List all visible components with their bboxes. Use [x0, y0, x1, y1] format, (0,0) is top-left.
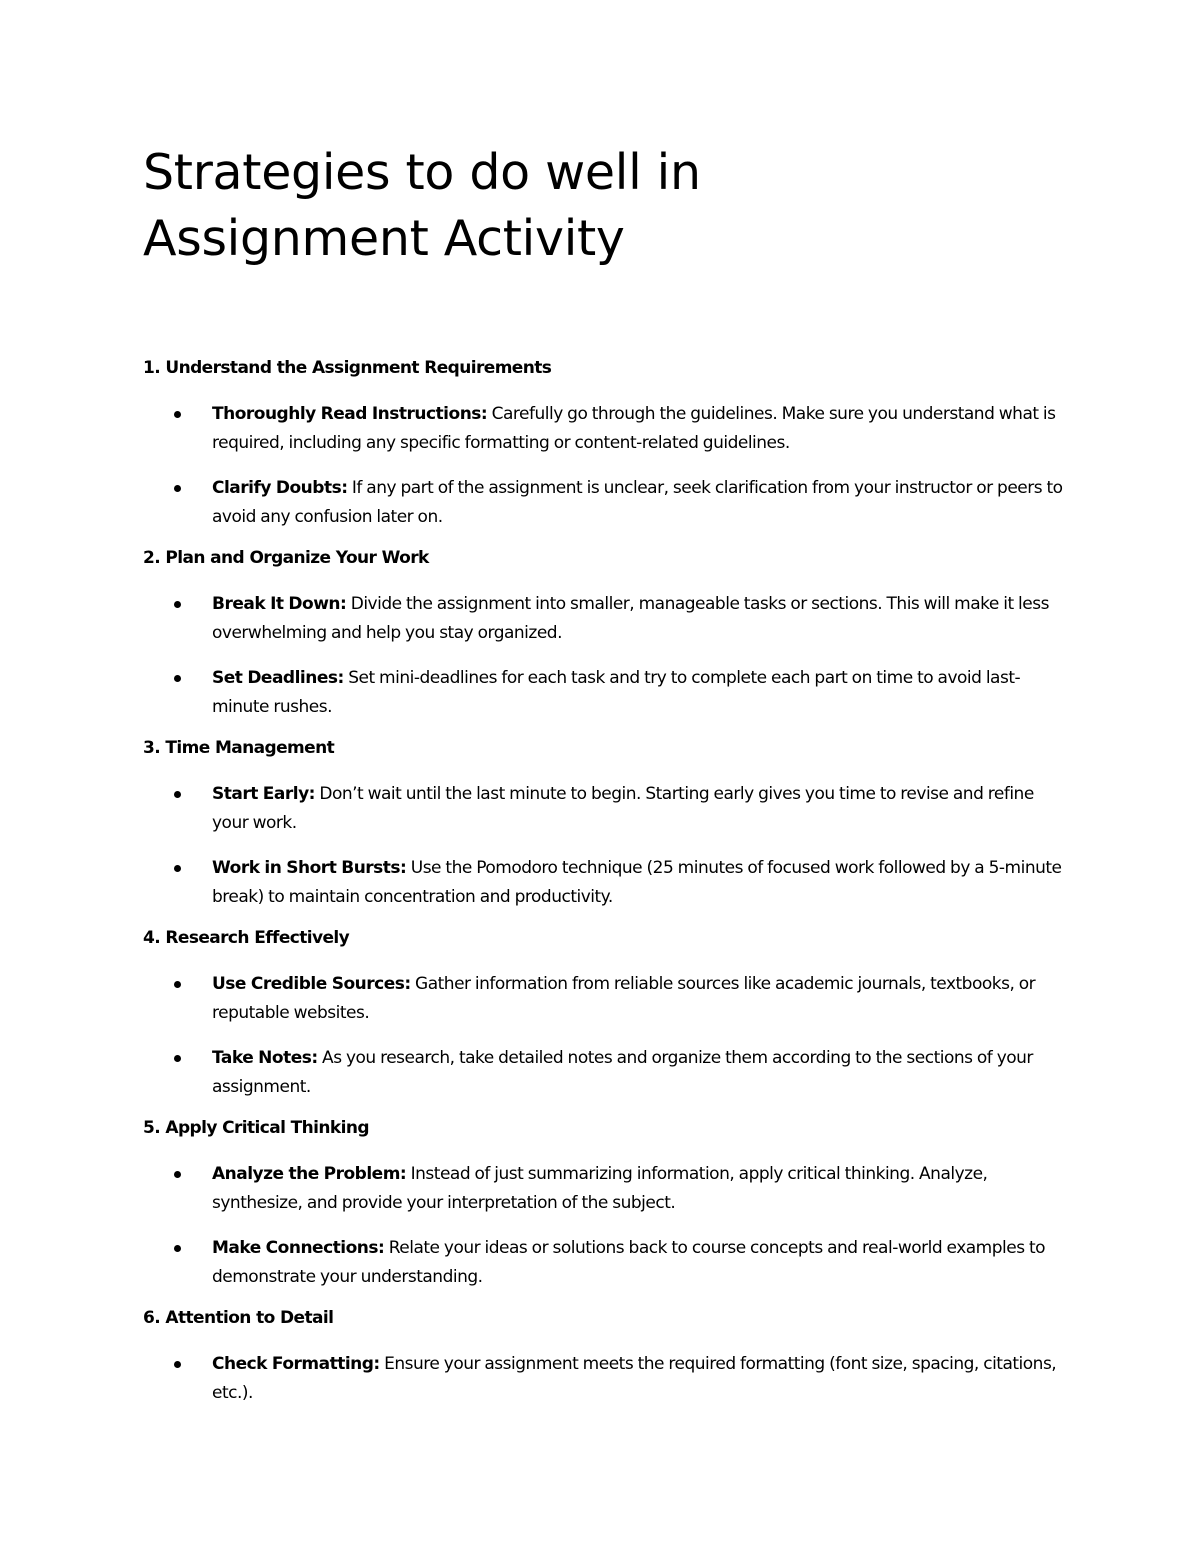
section-critical-thinking	[143, 1116, 1073, 1292]
item-text: Gather information from reliable sources like academic journals, textbooks, or reputable websites.	[212, 974, 1036, 1023]
list-item	[143, 664, 1073, 722]
list-item	[143, 1234, 1073, 1292]
item-label: Thoroughly Read Instructions:	[212, 404, 488, 424]
item-text: Carefully go through the guidelines. Make sure you understand what is required, including any specific formatting or content-related guidelines.	[212, 404, 1056, 453]
list-item	[143, 1044, 1073, 1102]
item-text: As you research, take detailed notes and organize them according to the sections of your assignment.	[212, 1048, 1033, 1097]
item-text: If any part of the assignment is unclear, seek clarification from your instructor or peers to avoid any confusion later on.	[212, 478, 1063, 527]
section-heading: 4. Research Effectively	[143, 928, 350, 948]
title-line-2: Assignment Activity	[143, 210, 625, 267]
list-item	[143, 400, 1073, 458]
section-attention-to-detail	[143, 1306, 1073, 1408]
bullet-icon	[174, 981, 181, 988]
item-label: Work in Short Bursts:	[212, 858, 407, 878]
list-item	[143, 970, 1073, 1028]
sections-container	[143, 356, 1073, 1408]
item-label: Set Deadlines:	[212, 668, 344, 688]
bullet-list	[143, 970, 1073, 1102]
list-item	[143, 780, 1073, 838]
item-label: Check Formatting:	[212, 1354, 380, 1374]
section-research	[143, 926, 1073, 1102]
bullet-list	[143, 400, 1073, 532]
bullet-icon	[174, 485, 181, 492]
document-title	[143, 140, 1073, 272]
item-label: Clarify Doubts:	[212, 478, 348, 498]
bullet-list	[143, 590, 1073, 722]
bullet-icon	[174, 411, 181, 418]
bullet-list	[143, 780, 1073, 912]
bullet-icon	[174, 1361, 181, 1368]
list-item	[143, 1160, 1073, 1218]
bullet-icon	[174, 1245, 181, 1252]
item-text: Ensure your assignment meets the required formatting (font size, spacing, citations, etc.).	[212, 1354, 1057, 1403]
bullet-icon	[174, 601, 181, 608]
item-label: Start Early:	[212, 784, 315, 804]
item-label: Make Connections:	[212, 1238, 385, 1258]
document-page	[143, 140, 1073, 1422]
bullet-icon	[174, 791, 181, 798]
item-text: Instead of just summarizing information, apply critical thinking. Analyze, synthesize, and provide your interpretation of the subject.	[212, 1164, 988, 1213]
item-text: Divide the assignment into smaller, manageable tasks or sections. This will make it less overwhelming and help you stay organized.	[212, 594, 1049, 643]
section-heading: 5. Apply Critical Thinking	[143, 1118, 369, 1138]
list-item	[143, 1350, 1073, 1408]
bullet-icon	[174, 865, 181, 872]
item-text: Set mini-deadlines for each task and try to complete each part on time to avoid last-minute rushes.	[212, 668, 1021, 717]
bullet-icon	[174, 1055, 181, 1062]
item-text: Don’t wait until the last minute to begin. Starting early gives you time to revise and refine your work.	[212, 784, 1034, 833]
section-heading: 3. Time Management	[143, 738, 335, 758]
list-item	[143, 854, 1073, 912]
section-time-management	[143, 736, 1073, 912]
list-item	[143, 474, 1073, 532]
bullet-icon	[174, 1171, 181, 1178]
section-heading: 1. Understand the Assignment Requirements	[143, 358, 552, 378]
item-label: Take Notes:	[212, 1048, 318, 1068]
item-label: Use Credible Sources:	[212, 974, 411, 994]
title-line-1: Strategies to do well in	[143, 144, 701, 201]
section-plan-organize	[143, 546, 1073, 722]
section-heading: 6. Attention to Detail	[143, 1308, 334, 1328]
item-label: Analyze the Problem:	[212, 1164, 407, 1184]
bullet-list	[143, 1160, 1073, 1292]
item-label: Break It Down:	[212, 594, 347, 614]
bullet-icon	[174, 675, 181, 682]
bullet-list	[143, 1350, 1073, 1408]
list-item	[143, 590, 1073, 648]
section-understand-requirements	[143, 356, 1073, 532]
item-text: Use the Pomodoro technique (25 minutes of focused work followed by a 5-minute break) to maintain concentration and productivity.	[212, 858, 1062, 907]
item-text: Relate your ideas or solutions back to course concepts and real-world examples to demonstrate your understanding.	[212, 1238, 1046, 1287]
section-heading: 2. Plan and Organize Your Work	[143, 548, 429, 568]
